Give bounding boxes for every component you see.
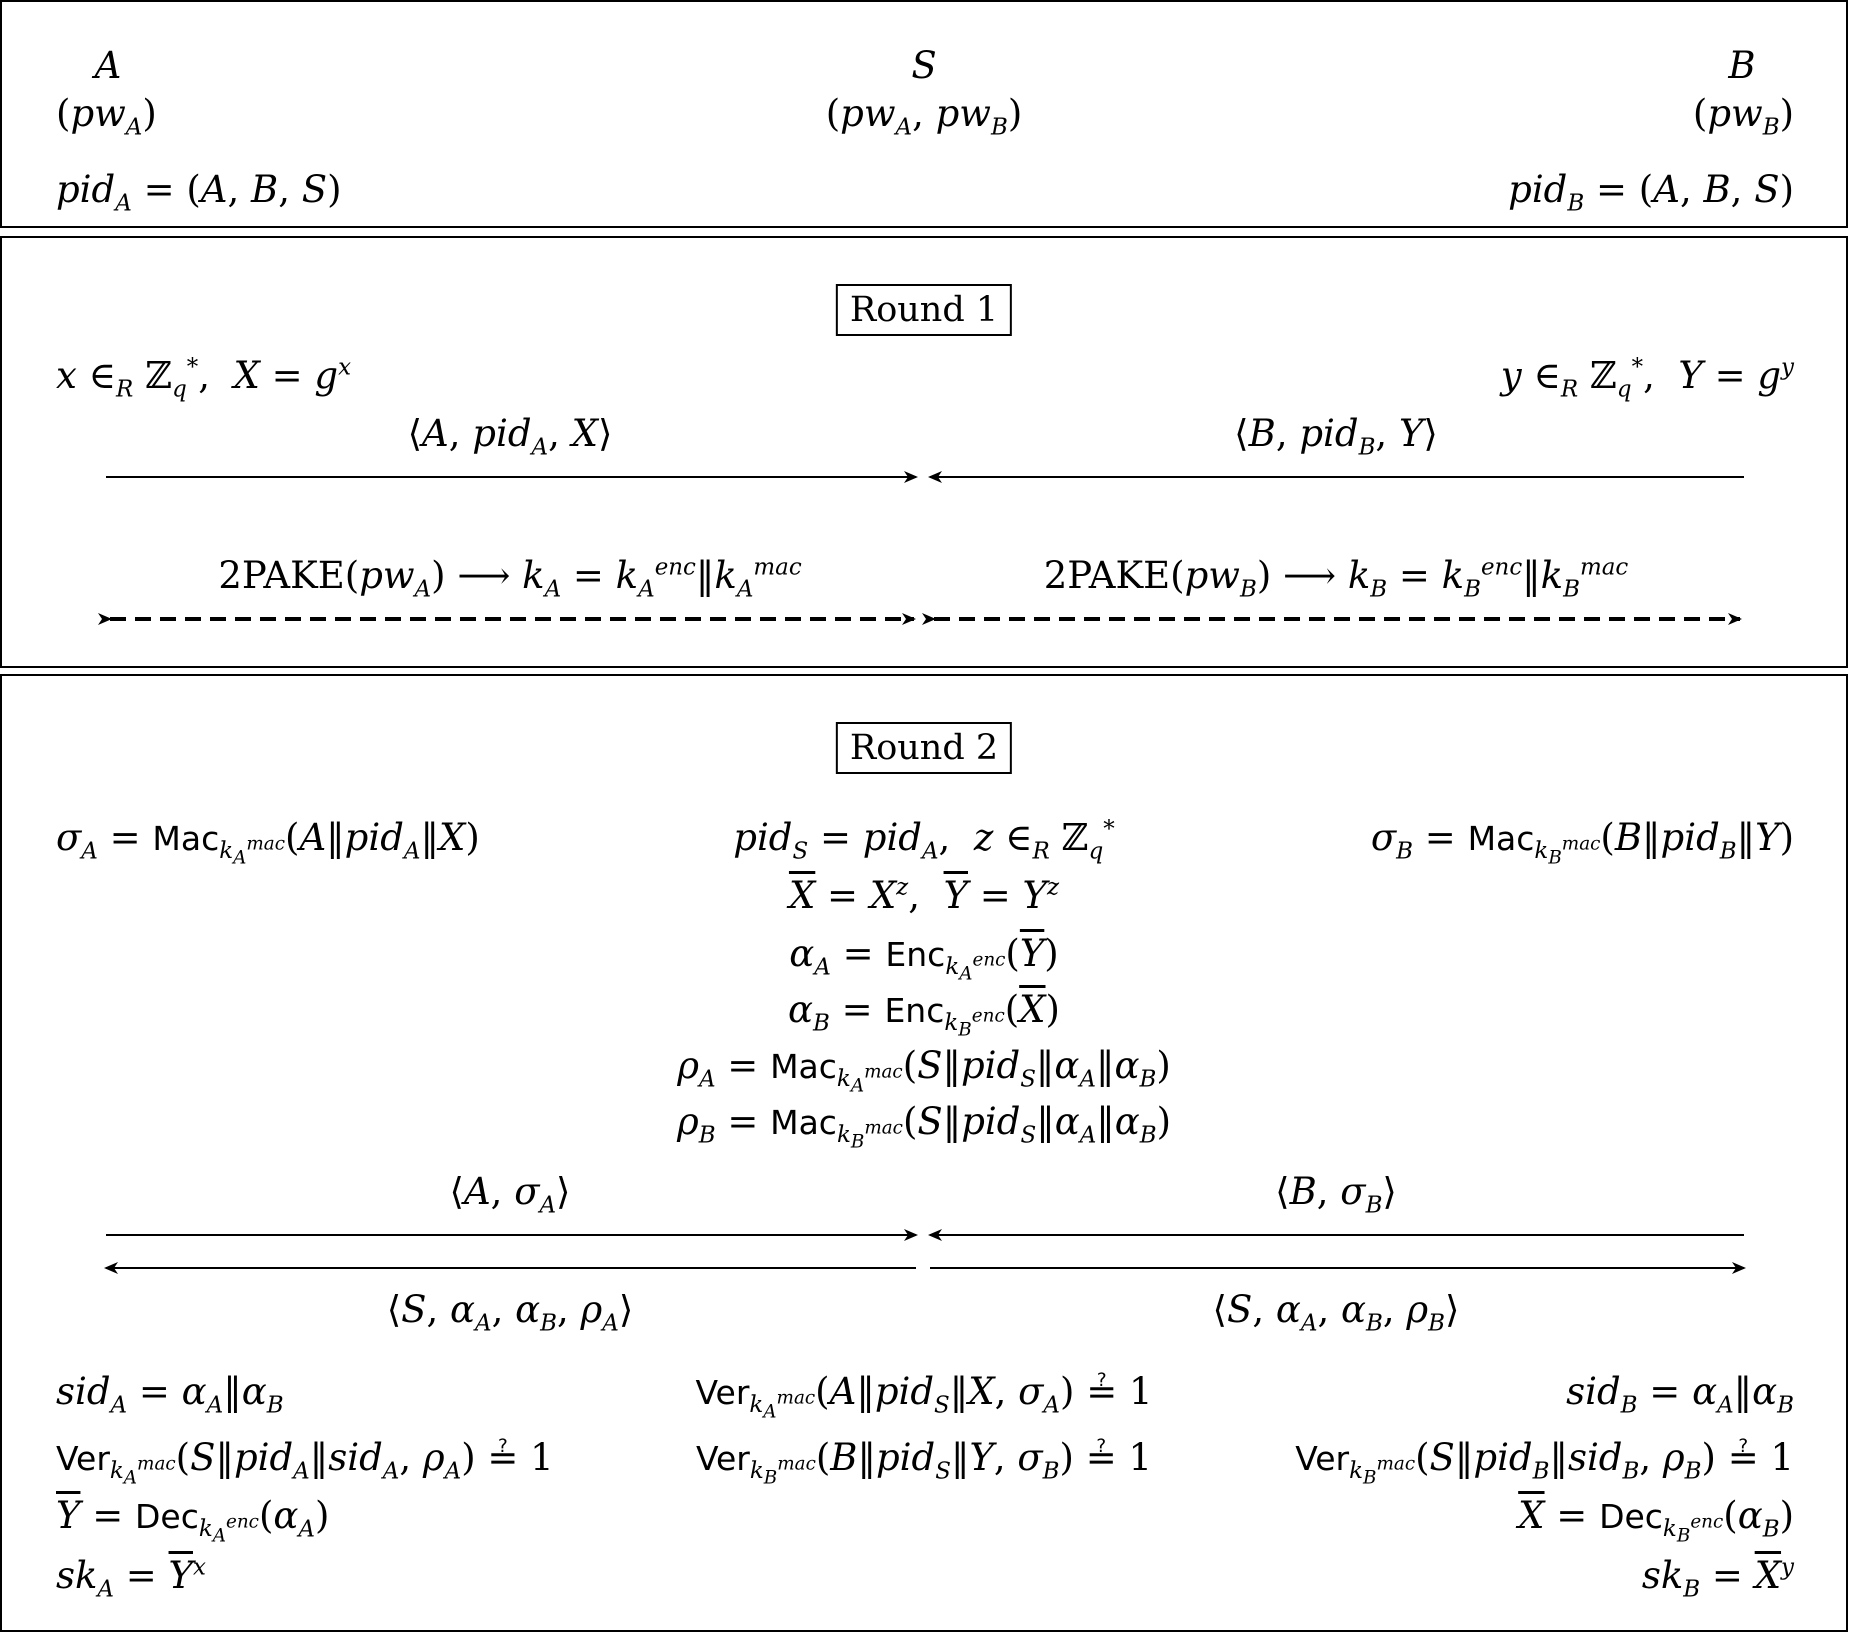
b-final-sid: $sid_B = \alpha_A‖\alpha_B$ [1566,1370,1794,1419]
server-line-blind: $\overline{X} = X^z$, $\overline{Y} = Y^z$ [788,874,1060,917]
msg-b-round2-up: ⟨B, $\sigma_B⟩$ [1275,1170,1397,1219]
msg-s-to-b: ⟨S, $\alpha_A$, $\alpha_B$, $\rho_B⟩$ [1212,1288,1460,1337]
s-final-verify-b: Ver$_{k_B^{mac}}$(B‖pid$_S$‖Y, $\sigma_B$) ≟ 1 [695,1436,1153,1489]
a-chooses-x: x $\in_R$ ℤ$_q$*, $X = g^x$ [56,354,352,403]
b-final-decrypt: $\overline{X} = Dec_{k_B^{enc}}(\alpha_B)$ [1518,1494,1794,1547]
server-line-rho-b: $\rho_B$ = $Mac_{k_B^{mac}}(S‖pid_S‖\alpha_A‖\alpha_B)$ [676,1100,1172,1153]
a-final-verify: Ver$_{k_A^{mac}}$(S‖pid$_A$‖sid$_A$, $\rho_A$) ≟ 1 [56,1436,554,1489]
pid-a: pid$_A$ = (A, B, S) [56,168,342,217]
server-line-pid-z: pid$_S$ = pid$_A$, z $\in_R$ ℤ$_q$* [733,816,1115,865]
msg-b-round1: ⟨B, pid$_B$, Y⟩ [1234,412,1438,461]
b-final-verify: Ver$_{k_B^{mac}}$(S‖pid$_B$‖sid$_B$, $\rho_B$) ≟ 1 [1295,1436,1794,1489]
round1-title: Round 1 [836,284,1012,336]
pake-a: $2PAKE(pw_A)$ ⟶ $k_A$ = $k_A^{enc}‖k_A^{mac}$ [218,554,802,603]
a-final-decrypt: $\overline{Y} = Dec_{k_A^{enc}}(\alpha_A)$ [56,1494,330,1547]
b-chooses-y: y $\in_R$ ℤ$_q$*, $Y = g^y$ [1500,354,1794,403]
sigma-b: $\sigma_B$ = Mac$_{k_B^{mac}}$(B‖pid$_B$‖Y) [1370,816,1794,869]
server-passwords: ($pw_A$, $pw_B$) [825,92,1023,141]
msg-a-round2-up: ⟨A, $\sigma_A⟩$ [449,1170,571,1219]
server-line-alpha-a: $\alpha_A = Enc_{k_A^{enc}}(\overline{Y})$ [789,932,1059,985]
b-final-session-key: $sk_B = \overline{X}^y$ [1641,1554,1794,1603]
msg-s-to-a: ⟨S, $\alpha_A$, $\alpha_B$, $\rho_A⟩$ [386,1288,634,1337]
server-line-rho-a: $\rho_A$ = $Mac_{k_A^{mac}}(S‖pid_S‖\alpha_A‖\alpha_B)$ [677,1044,1171,1097]
server-line-alpha-b: $\alpha_B = Enc_{k_B^{enc}}(\overline{X})$ [788,988,1060,1041]
pid-b: pid$_B$ = (A, B, S) [1508,168,1794,217]
party-b-password: $(pw_B)$ [1692,92,1794,141]
pake-b: $2PAKE(pw_B)$ ⟶ $k_B$ = $k_B^{enc}‖k_B^{mac}$ [1043,554,1629,603]
msg-a-round1: ⟨A, pid$_A$, X⟩ [407,412,613,461]
party-a-password: $(pw_A)$ [56,92,157,141]
sigma-a: $\sigma_A$ = Mac$_{k_A^{mac}}$(A‖pid$_A$‖X) [56,816,480,869]
a-final-session-key: $sk_A = \overline{Y}^x$ [56,1554,206,1603]
s-final-verify-a: Ver$_{k_A^{mac}}$(A‖pid$_S$‖X, $\sigma_A$) ≟ 1 [695,1370,1153,1423]
round2-title: Round 2 [836,722,1012,774]
party-b-label: B [1728,44,1756,87]
a-final-sid: $sid_A = \alpha_A‖\alpha_B$ [56,1370,284,1419]
party-a-label: A [94,44,122,87]
server-label: S [911,44,937,87]
